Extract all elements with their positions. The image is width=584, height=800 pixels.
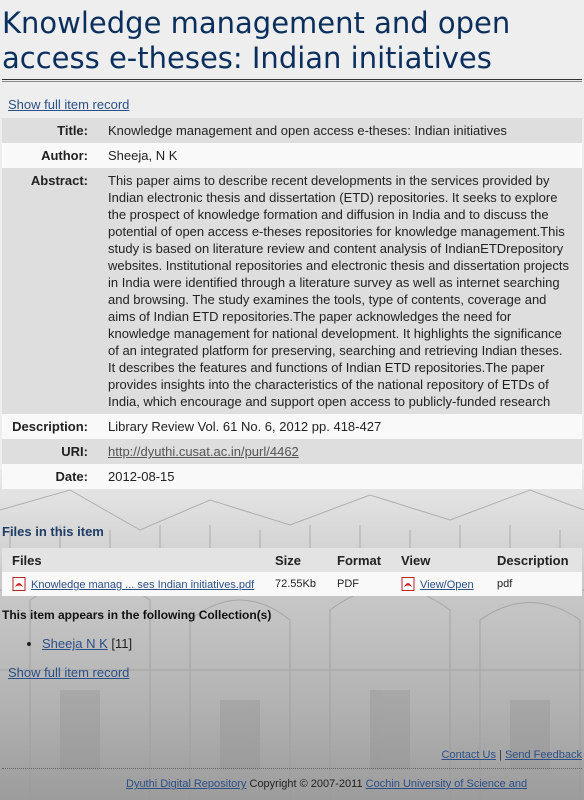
files-table-header — [2, 548, 582, 572]
collection-link[interactable]: Sheeja N K — [42, 636, 108, 651]
footer-copyright — [126, 778, 527, 790]
file-name-link[interactable]: Knowledge manag ... ses Indian initiatives.pdf — [31, 579, 255, 591]
title-divider — [2, 79, 582, 80]
collections-heading: This item appears in the following Collection(s) — [2, 608, 272, 622]
footer-links — [442, 749, 582, 761]
page-title: Knowledge management and open access e-theses: Indian initiatives — [2, 6, 511, 75]
metadata-label: Date: — [2, 464, 108, 489]
contact-us-link[interactable]: Contact Us — [441, 749, 496, 761]
metadata-label: Title: — [2, 118, 108, 143]
footer-divider — [2, 768, 582, 769]
metadata-value-title: Knowledge management and open access e-theses: Indian initiatives — [108, 118, 582, 143]
pdf-icon — [401, 577, 415, 591]
file-row — [2, 572, 582, 596]
metadata-label: Abstract: — [2, 168, 108, 414]
show-full-record-link[interactable]: Show full item record — [8, 97, 130, 112]
metadata-value-author: Sheeja, N K — [108, 143, 582, 168]
format-column-header: Format — [327, 548, 391, 572]
show-full-record-link-bottom[interactable]: Show full item record — [8, 665, 130, 680]
metadata-label: Author: — [2, 143, 108, 168]
title-divider-shadow — [2, 81, 582, 82]
metadata-row-uri — [2, 439, 582, 464]
footer-separator: | — [499, 749, 502, 761]
view-column-header: View — [391, 548, 487, 572]
uri-link[interactable]: http://dyuthi.cusat.ac.in/purl/4462 — [108, 444, 299, 459]
metadata-row-abstract — [2, 168, 582, 414]
file-size: 72.55Kb — [265, 572, 327, 596]
collections-list — [2, 636, 132, 651]
file-description: pdf — [487, 572, 582, 596]
copyright-text: Copyright © 2007-2011 — [249, 778, 363, 790]
metadata-value-abstract: This paper aims to describe recent developments in the services provided by Indian electronic thesis and dissertation (ETD) repositories. It seeks to explore the prospect of knowledge formation and diffusion in India and to discuss the potential of open access e-theses repositories for knowledge management.This study is based on literature review and content analysis of IndianETDrepository websites. Institutional repositories and electronic thesis and dissertation projects in India were identified through a literature survey as well as internet searching and browsing. The study examines the tools, type of contents, coverage and aims of Indian ETD repositories.The paper acknowledges the need for knowledge management for national development. It highlights the significance of an integrated platform for preserving, searching and retrieving Indian theses. It describes the features and functions of Indian ETD repositories.The paper provides insights into the characteristics of the national repository of ETDs of India, which encourage and support open access to publicly-funded research — [108, 168, 582, 414]
file-format: PDF — [327, 572, 391, 596]
metadata-value-uri-cell — [108, 439, 582, 464]
send-feedback-link[interactable]: Send Feedback — [504, 749, 582, 761]
metadata-value-description: Library Review Vol. 61 No. 6, 2012 pp. 418-427 — [108, 414, 582, 439]
view-open-link[interactable]: View/Open — [420, 579, 474, 591]
pdf-icon — [12, 577, 26, 591]
files-section-heading: Files in this item — [2, 524, 104, 539]
file-name-cell — [2, 572, 265, 596]
description-column-header: Description — [487, 548, 582, 572]
university-link[interactable]: Cochin University of Science and — [365, 778, 528, 790]
files-column-header: Files — [2, 548, 265, 572]
size-column-header: Size — [265, 548, 327, 572]
metadata-row-description — [2, 414, 582, 439]
file-view-cell — [391, 572, 487, 596]
metadata-label: URI: — [2, 439, 108, 464]
collection-count: [11] — [111, 636, 133, 651]
files-table — [2, 548, 582, 596]
metadata-value-date: 2012-08-15 — [108, 464, 582, 489]
metadata-row-title — [2, 118, 582, 143]
metadata-row-date — [2, 464, 582, 489]
item-metadata-table — [2, 118, 582, 489]
metadata-row-author — [2, 143, 582, 168]
repository-link[interactable]: Dyuthi Digital Repository — [126, 778, 247, 790]
metadata-label: Description: — [2, 414, 108, 439]
collection-item — [42, 636, 132, 651]
